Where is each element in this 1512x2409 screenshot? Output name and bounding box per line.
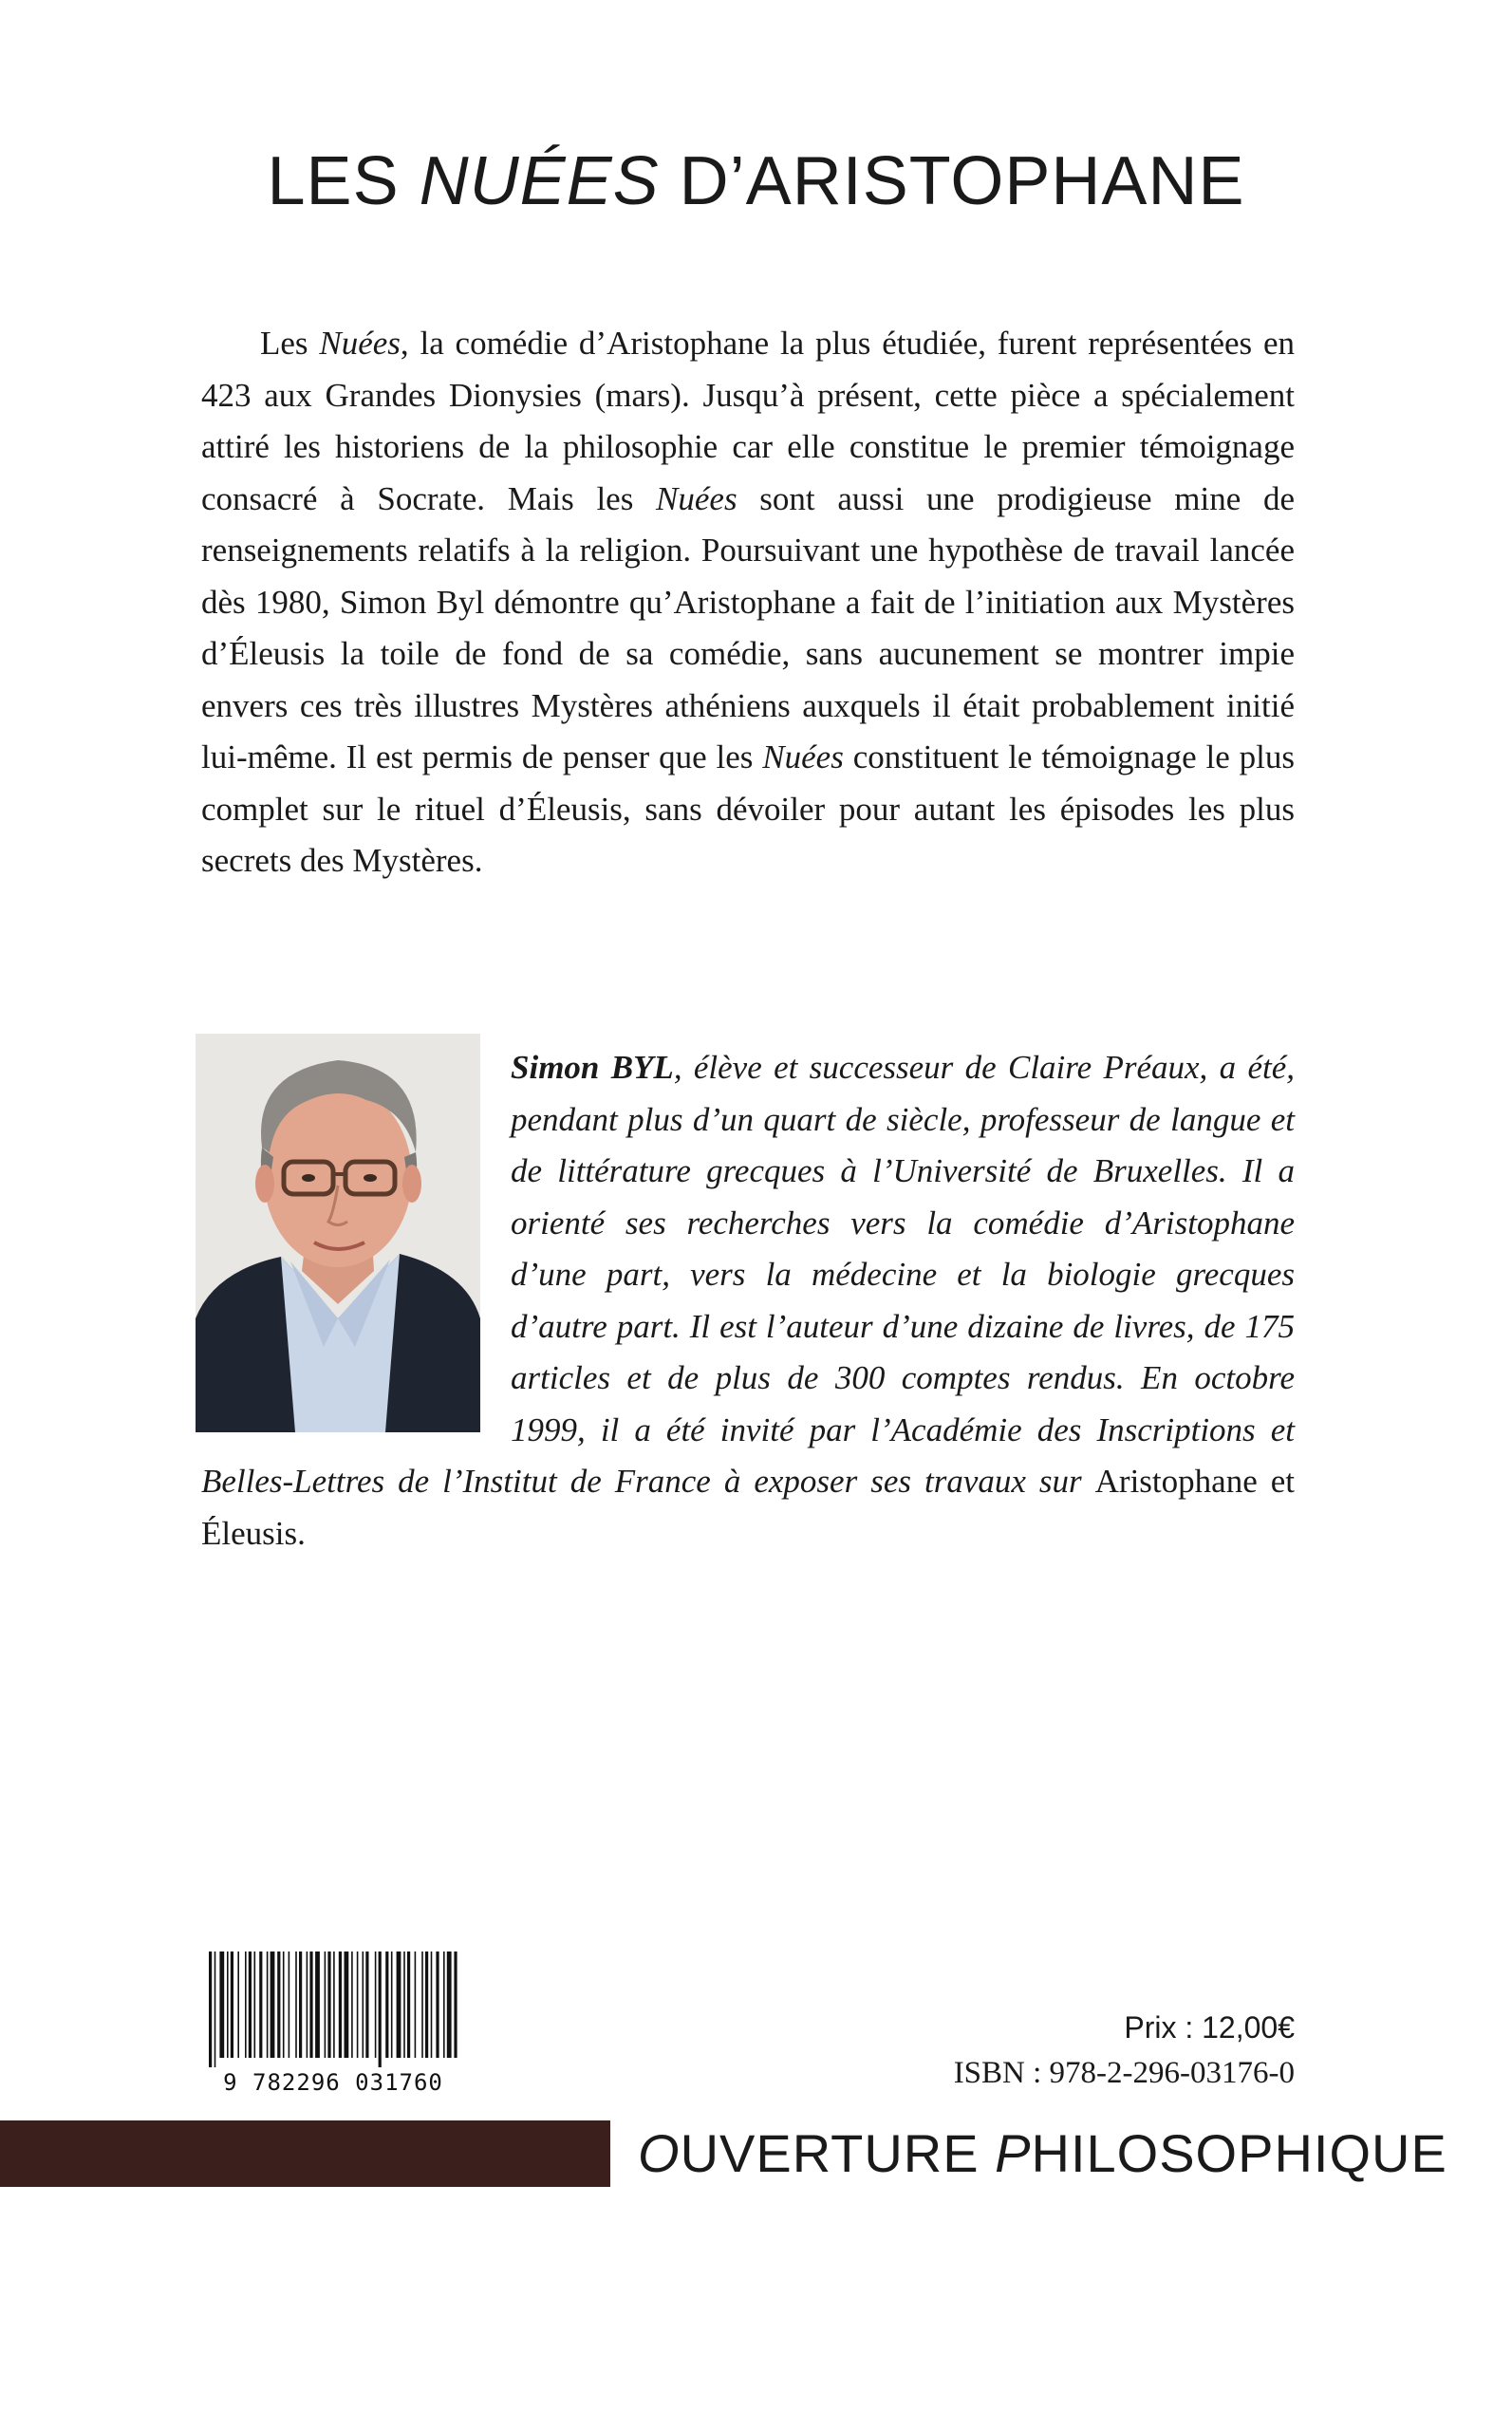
barcode-bar	[307, 1951, 308, 2058]
title-prefix: LES	[267, 143, 420, 219]
barcode-bar	[421, 1951, 423, 2058]
barcode-bar	[219, 1951, 224, 2058]
summary-italic-1: Nuées	[319, 325, 401, 362]
author-bio	[201, 1042, 1295, 1559]
barcode-bar	[254, 1951, 256, 2058]
barcode-bar	[289, 1951, 290, 2058]
collection-word-1: UVERTURE	[680, 2123, 996, 2183]
barcode-bar	[315, 1951, 320, 2058]
barcode-number: 9 782296 031760	[223, 2069, 443, 2094]
summary-text-4: constituent le témoignage le plus complet sur le rituel d’Éleusis, sans dévoiler pour autant les épisodes les plus secrets des Mystères.	[201, 738, 1295, 879]
author-bio-end: Aristophane et Éleusis.	[201, 1463, 1295, 1552]
summary-text-1: Les	[260, 325, 320, 362]
summary-text-2: , la comédie d’Aristophane la plus étudiée, furent représentées en 423 aux Grandes Dionysies (mars). Jusqu’à présent, cette pièce a spécialement attiré les historiens de la philosophie car elle constitue le premier témoignage consacré à Socrate. Mais les	[201, 325, 1295, 517]
barcode-bar	[403, 1951, 405, 2058]
barcode-bar	[249, 1951, 252, 2058]
barcode-bar	[363, 1951, 364, 2058]
barcode-bar	[425, 1951, 428, 2058]
barcode-bar	[237, 1951, 239, 2058]
price-label: Prix : 12,00€	[1124, 2010, 1295, 2045]
barcode-bar	[277, 1951, 280, 2058]
barcode-bar	[397, 1951, 401, 2058]
barcode-bar	[357, 1951, 359, 2058]
barcode-bar	[436, 1951, 439, 2058]
barcode-bar	[231, 1951, 233, 2058]
isbn-barcode	[201, 1951, 465, 2094]
title-italic-nuees: NUÉES	[419, 143, 660, 219]
barcode-bar	[259, 1951, 262, 2058]
barcode-bar	[295, 1951, 297, 2058]
barcode-bar	[454, 1951, 457, 2058]
barcode-bar	[309, 1951, 312, 2058]
barcode-bar	[365, 1951, 368, 2058]
barcode-bar	[375, 1951, 377, 2058]
barcode-bar	[447, 1951, 452, 2058]
summary-italic-2: Nuées	[656, 479, 737, 517]
barcode-bar	[333, 1951, 335, 2058]
barcode-bar	[327, 1951, 330, 2058]
summary-paragraph	[201, 318, 1295, 887]
barcode-bar	[431, 1951, 433, 2058]
barcode-bar	[351, 1951, 353, 2058]
collection-initial-p: P	[995, 2123, 1032, 2183]
barcode-bar	[283, 1951, 285, 2058]
author-bio-italic: , élève et successeur de Claire Préaux, a été, pendant plus d’un quart de siècle, professeur de langue et de littérature grecques à l’Université de Bruxelles. Il a orienté ses recherches vers la comédie d’Aristophane d’une part, vers la médecine et la biologie grecques d’autre part. Il est l’auteur d’une dizaine de livres, de 175 articles et de plus de 300 comptes rendus. En octobre 1999, il a été invité par l’Académie des Inscriptions et Belles-Lettres de l’Institut de France à exposer ses travaux sur	[201, 1049, 1295, 1500]
barcode-bar	[227, 1951, 229, 2058]
barcode-bar	[325, 1951, 327, 2058]
barcode-bar	[215, 1951, 216, 2067]
barcode-bar	[339, 1951, 342, 2058]
collection-initial-o: O	[638, 2123, 681, 2183]
collection-band	[0, 2120, 610, 2187]
book-title	[0, 142, 1512, 220]
author-name: Simon BYL	[511, 1049, 674, 1086]
barcode-bar	[379, 1951, 382, 2067]
barcode-bar	[245, 1951, 247, 2058]
book-summary	[201, 318, 1295, 887]
barcode-bar	[209, 1951, 212, 2067]
barcode-bar	[385, 1951, 388, 2058]
barcode-bar	[299, 1951, 302, 2058]
collection-word-2: HILOSOPHIQUE	[1031, 2123, 1447, 2183]
barcode-bar	[345, 1951, 349, 2058]
barcode-bar	[271, 1951, 275, 2058]
barcode-bar	[391, 1951, 393, 2058]
title-suffix: D’ARISTOPHANE	[659, 143, 1245, 219]
barcode-bar	[407, 1951, 410, 2058]
photo-spacer	[201, 1042, 494, 1456]
barcode-bar	[443, 1951, 445, 2058]
barcode-bar	[415, 1951, 417, 2058]
isbn-label: ISBN : 978-2-296-03176-0	[953, 2056, 1295, 2090]
summary-italic-3: Nuées	[762, 738, 844, 775]
barcode-bar	[267, 1951, 269, 2058]
collection-name	[638, 2122, 1447, 2184]
summary-text-3: sont aussi une prodigieuse mine de renseignements relatifs à la religion. Poursuivant une hypothèse de travail lancée dès 1980, Simon Byl démontre qu’Aristophane a fait de l’initiation aux Mystères d’Éleusis la toile de fond de sa comédie, sans aucunement se montrer impie envers ces très illustres Mystères athéniens auxquels il était probablement initié lui-même. Il est permis de penser que les	[201, 479, 1295, 775]
